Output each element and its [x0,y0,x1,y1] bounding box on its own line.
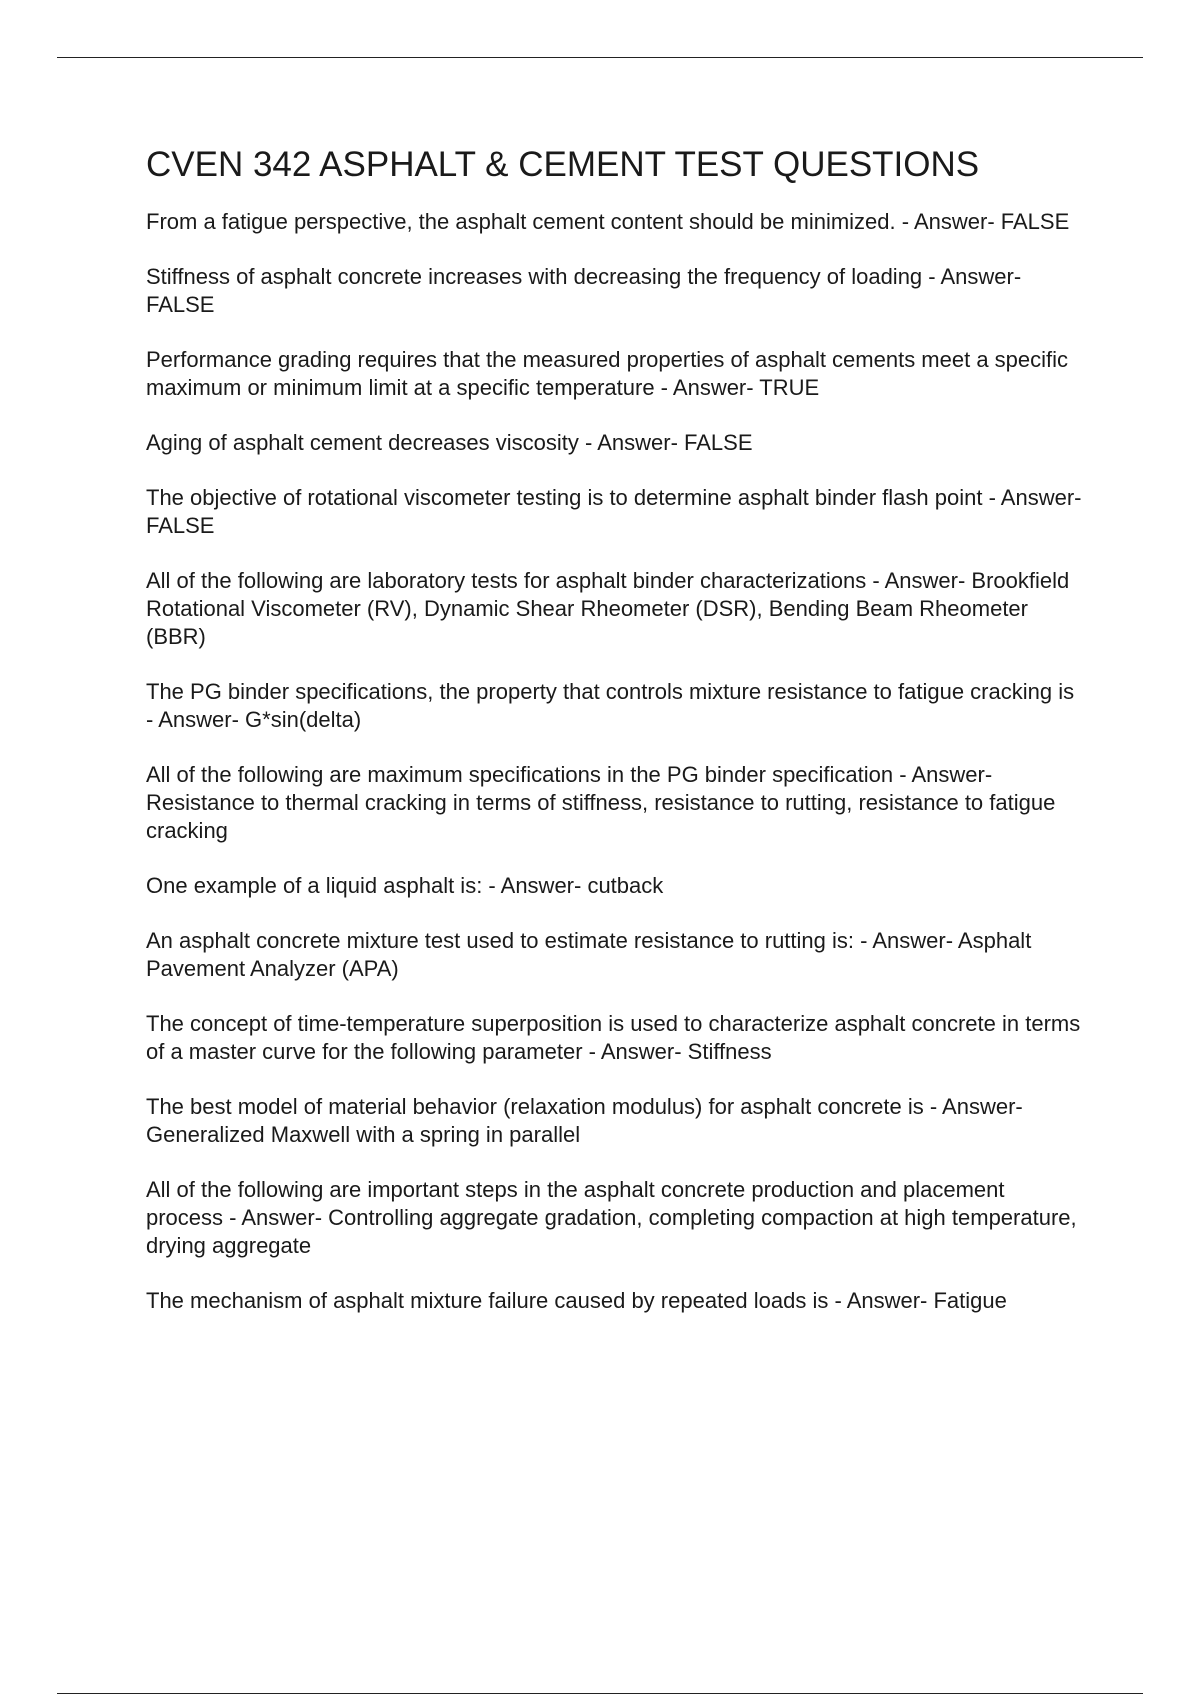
question-item: All of the following are important steps in the asphalt concrete production and placement process - Answer- Controlling aggregate gradation, completing compaction at high temperature, drying aggregate [146,1177,1077,1258]
question-item: The concept of time-temperature superposition is used to characterize asphalt concrete in terms of a master curve for the following parameter - Answer- Stiffness [146,1011,1081,1064]
question-item: The objective of rotational viscometer testing is to determine asphalt binder flash point - Answer- FALSE [146,485,1082,538]
question-item: Stiffness of asphalt concrete increases with decreasing the frequency of loading - Answer- FALSE [146,264,1022,317]
top-divider [57,57,1143,58]
question-item: The best model of material behavior (relaxation modulus) for asphalt concrete is - Answer- Generalized Maxwell with a spring in parallel [146,1094,1023,1147]
page-title: CVEN 342 ASPHALT & CEMENT TEST QUESTIONS [146,145,980,184]
question-list [146,208,1086,1315]
question-item: Performance grading requires that the measured properties of asphalt cements meet a specific maximum or minimum limit at a specific temperature - Answer- TRUE [146,347,1069,400]
question-item: An asphalt concrete mixture test used to estimate resistance to rutting is: - Answer- Asphalt Pavement Analyzer (APA) [146,928,1032,981]
question-item: The mechanism of asphalt mixture failure caused by repeated loads is - Answer- Fatigue [146,1288,1007,1313]
bottom-divider [57,1693,1143,1694]
question-item: From a fatigue perspective, the asphalt cement content should be minimized. - Answer- FALSE [146,209,1070,234]
question-item: All of the following are laboratory tests for asphalt binder characterizations - Answer- Brookfield Rotational Viscometer (RV), Dynamic Shear Rheometer (DSR), Bending Beam Rheometer (BBR) [146,568,1070,649]
question-item: All of the following are maximum specifications in the PG binder specification - Answer- Resistance to thermal cracking in terms of stiffness, resistance to rutting, resistance to fatigue cracking [146,762,1056,843]
question-item: Aging of asphalt cement decreases viscosity - Answer- FALSE [146,430,753,455]
question-item: One example of a liquid asphalt is: - Answer- cutback [146,873,664,898]
document-body [146,142,1086,1342]
question-item: The PG binder specifications, the property that controls mixture resistance to fatigue cracking is - Answer- G*sin(delta) [146,679,1075,732]
